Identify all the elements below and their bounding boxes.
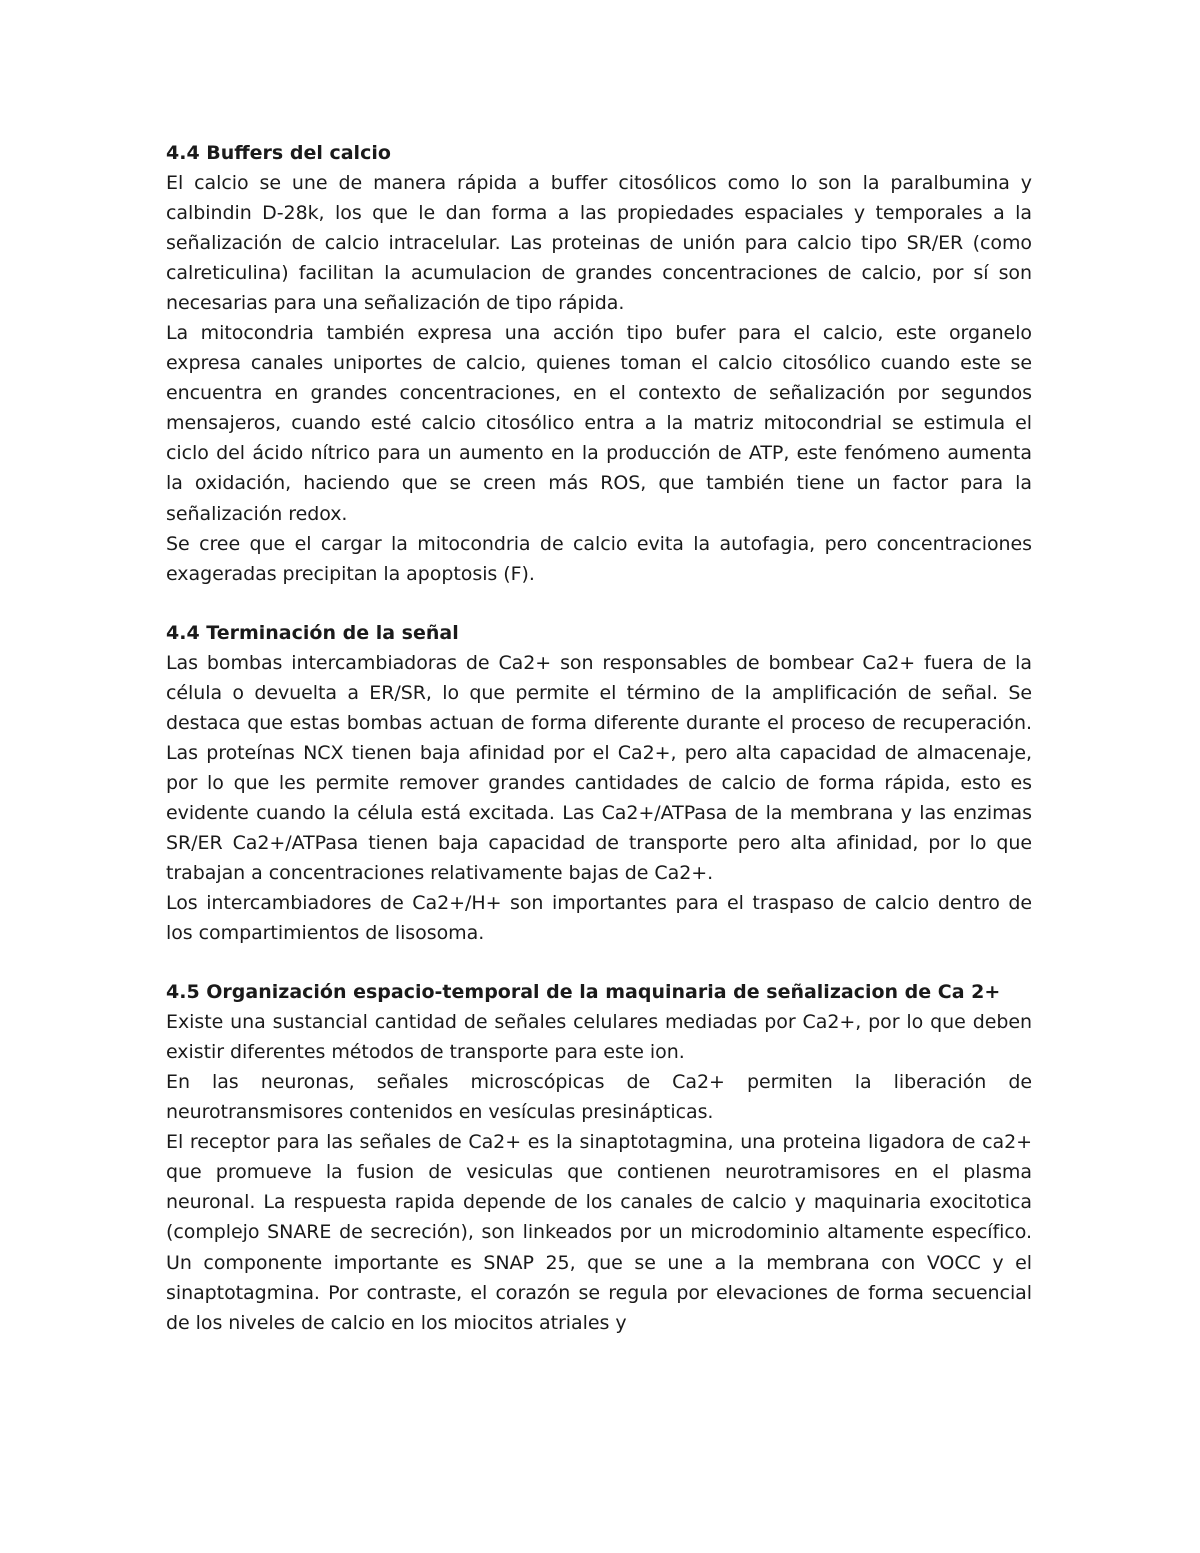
section-organizacion-espacio-temporal [166, 977, 1032, 1338]
paragraph: El calcio se une de manera rápida a buffer citosólicos como lo son la paralbumina y calbindin D-28k, los que le dan forma a las propiedades espaciales y temporales a la señalización de calcio intracelular. Las proteinas de unión para calcio tipo SR/ER (como calreticulina) facilitan la acumulacion de grandes concentraciones de calcio, por sí son necesarias para una señalización de tipo rápida. [166, 172, 1032, 315]
paragraph: Existe una sustancial cantidad de señales celulares mediadas por Ca2+, por lo que deben existir diferentes métodos de transporte para este ion. [166, 1011, 1032, 1064]
section-buffers-del-calcio [166, 138, 1032, 589]
section-terminacion-de-la-senal [166, 618, 1032, 948]
section-heading: 4.4 Terminación de la señal [166, 621, 459, 644]
paragraph: En las neuronas, señales microscópicas de Ca2+ permiten la liberación de neurotransmisores contenidos en vesículas presinápticas. [166, 1071, 1032, 1124]
section-spacer [166, 589, 1032, 618]
paragraph: El receptor para las señales de Ca2+ es la sinaptotagmina, una proteina ligadora de ca2+ que promueve la fusion de vesiculas que contienen neurotramisores en el plasma neuronal. La respuesta rapida depende de los canales de calcio y maquinaria exocitotica (complejo SNARE de secreción), son linkeados por un microdominio altamente específico. Un componente importante es SNAP 25, que se une a la membrana con VOCC y el sinaptotagmina. Por contraste, el corazón se regula por elevaciones de forma secuencial de los niveles de calcio en los miocitos atriales y [166, 1131, 1032, 1334]
document-page [166, 138, 1032, 1338]
section-heading: 4.4 Buffers del calcio [166, 142, 391, 164]
section-spacer [166, 948, 1032, 977]
section-heading: 4.5 Organización espacio-temporal de la maquinaria de señalizacion de Ca 2+ [166, 981, 1001, 1004]
paragraph: La mitocondria también expresa una acción tipo bufer para el calcio, este organelo expresa canales uniportes de calcio, quienes toman el calcio citosólico cuando este se encuentra en grandes concentraciones, en el contexto de señalización por segundos mensajeros, cuando esté calcio citosólico entra a la matriz mitocondrial se estimula el ciclo del ácido nítrico para un aumento en la producción de ATP, este fenómeno aumenta la oxidación, haciendo que se creen más ROS, que también tiene un factor para la señalización redox. [166, 322, 1032, 525]
paragraph: Se cree que el cargar la mitocondria de calcio evita la autofagia, pero concentraciones exageradas precipitan la apoptosis (F). [166, 532, 1032, 585]
paragraph: Los intercambiadores de Ca2+/H+ son importantes para el traspaso de calcio dentro de los compartimientos de lisosoma. [166, 892, 1032, 945]
paragraph: Las bombas intercambiadoras de Ca2+ son responsables de bombear Ca2+ fuera de la célula o devuelta a ER/SR, lo que permite el término de la amplificación de señal. Se destaca que estas bombas actuan de forma diferente durante el proceso de recuperación. Las proteínas NCX tienen baja afinidad por el Ca2+, pero alta capacidad de almacenaje, por lo que les permite remover grandes cantidades de calcio de forma rápida, esto es evidente cuando la célula está excitada. Las Ca2+/ATPasa de la membrana y las enzimas SR/ER Ca2+/ATPasa tienen baja capacidad de transporte pero alta afinidad, por lo que trabajan a concentraciones relativamente bajas de Ca2+. [166, 651, 1032, 884]
